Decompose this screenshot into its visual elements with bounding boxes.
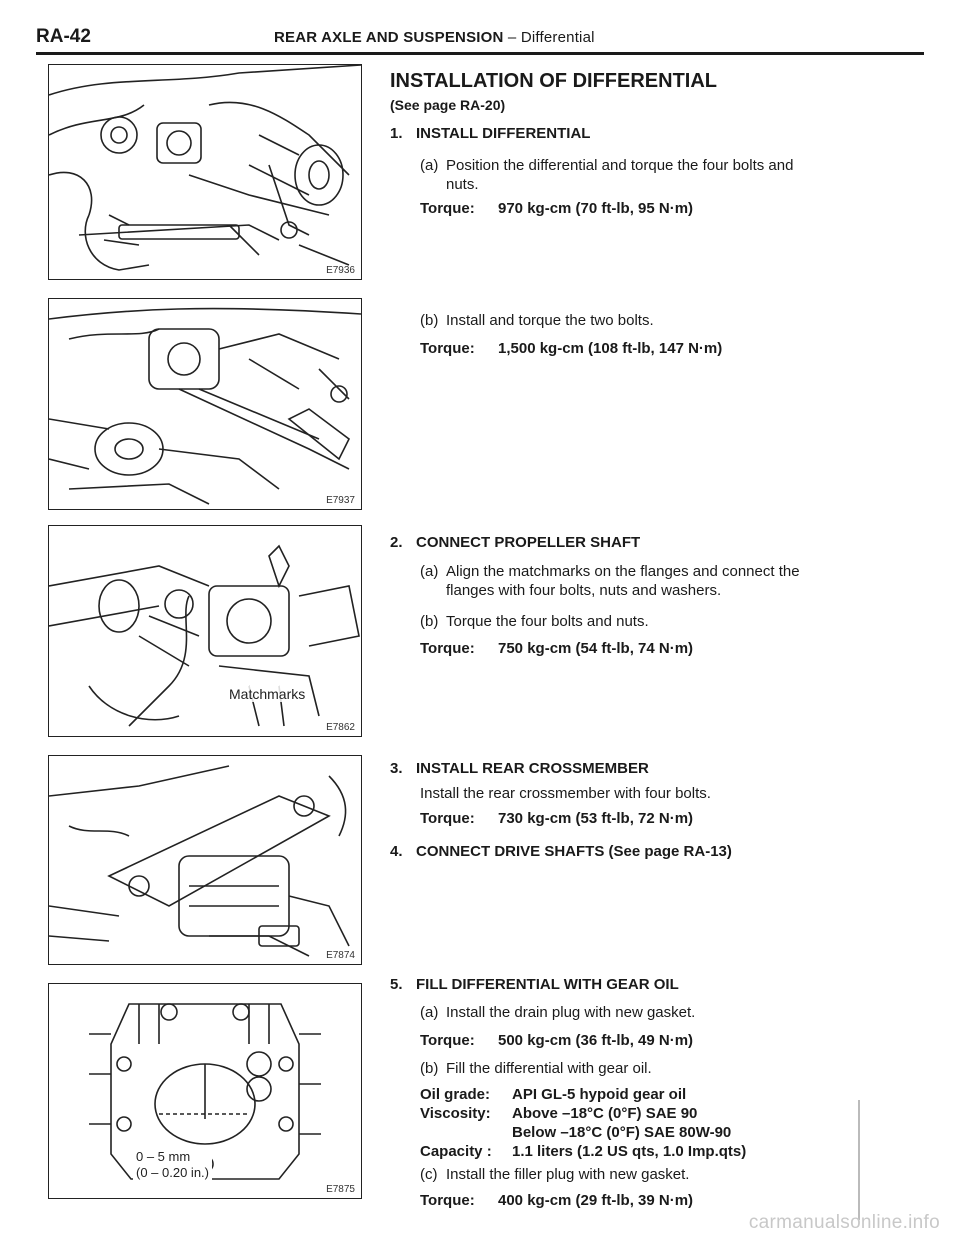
viscosity-key: Viscosity: — [420, 1105, 491, 1122]
step-5c — [420, 1165, 860, 1184]
capacity-value: 1.1 liters (1.2 US qts, 1.0 Imp.qts) — [512, 1143, 747, 1160]
figure-code: E7874 — [326, 950, 355, 961]
step-5-torque-1 — [420, 1032, 693, 1049]
step-2a — [420, 562, 880, 600]
capacity-key: Capacity : — [420, 1143, 492, 1160]
step-3-torque — [420, 810, 693, 827]
step-5-torque-2 — [420, 1192, 693, 1209]
torque-key: Torque: — [420, 1192, 475, 1209]
sub-text: Position the differential and torque the four bolts and — [446, 157, 794, 174]
see-page-ref: (See page RA-20) — [390, 97, 506, 113]
sub-label: (a) — [420, 1004, 439, 1021]
step-number: 5. — [390, 976, 403, 993]
step-2-heading — [390, 534, 640, 551]
margin-mark — [858, 1100, 860, 1220]
sub-text: Fill the differential with gear oil. — [446, 1060, 652, 1077]
section-title — [274, 29, 595, 46]
sub-label: (a) — [420, 563, 439, 580]
step-title: INSTALL DIFFERENTIAL — [416, 125, 591, 142]
sub-label: (b) — [420, 613, 439, 630]
step-title: FILL DIFFERENTIAL WITH GEAR OIL — [416, 976, 679, 993]
sub-text: Torque the four bolts and nuts. — [446, 613, 649, 630]
illustration-matchmarks — [49, 526, 361, 736]
step-1-torque-2 — [420, 340, 722, 357]
torque-key: Torque: — [420, 810, 475, 827]
oil-grade-value: API GL-5 hypoid gear oil — [512, 1086, 687, 1103]
sub-text-cont: flanges with four bolts, nuts and washers. — [446, 582, 722, 599]
viscosity-row — [420, 1104, 746, 1123]
torque-value: 970 kg-cm (70 ft-lb, 95 N·m) — [498, 200, 694, 217]
step-3-text: Install the rear crossmember with four bolts. — [420, 785, 711, 802]
viscosity-row-2 — [420, 1123, 746, 1142]
page-header — [36, 22, 924, 56]
page-title: INSTALLATION OF DIFFERENTIAL — [390, 70, 718, 92]
step-1b — [420, 311, 860, 330]
oil-spec-table — [420, 1085, 746, 1161]
matchmarks-label: Matchmarks — [229, 686, 306, 702]
step-5a — [420, 1003, 860, 1022]
figure-code: E7862 — [326, 722, 355, 733]
figure-gear-oil-level — [48, 983, 362, 1199]
title-dash: – — [503, 29, 521, 46]
oil-grade-row — [420, 1085, 746, 1104]
figure-install-differential — [48, 64, 362, 280]
torque-value: 750 kg-cm (54 ft-lb, 74 N·m) — [498, 640, 694, 657]
step-5-heading — [390, 976, 679, 993]
sub-text: Install the drain plug with new gasket. — [446, 1004, 696, 1021]
illustration-crossmember — [49, 756, 361, 964]
subsection-name: Differential — [520, 29, 595, 46]
illustration-differential-bolts — [49, 65, 361, 279]
step-title: CONNECT DRIVE SHAFTS (See page RA-13) — [416, 843, 732, 860]
torque-value: 500 kg-cm (36 ft-lb, 49 N·m) — [498, 1032, 694, 1049]
step-5b — [420, 1059, 860, 1078]
figure-code: E7937 — [326, 495, 355, 506]
oil-level-label — [133, 1149, 212, 1181]
sub-text-cont: nuts. — [446, 176, 479, 193]
step-2b — [420, 612, 860, 631]
oil-level-in: (0 – 0.20 in.) — [136, 1165, 209, 1180]
figure-propeller-shaft — [48, 525, 362, 737]
step-number: 1. — [390, 125, 403, 142]
sub-label: (a) — [420, 157, 439, 174]
torque-value: 400 kg-cm (29 ft-lb, 39 N·m) — [498, 1192, 694, 1209]
header-rule — [36, 52, 924, 55]
page-number: RA-42 — [36, 26, 91, 47]
step-2-torque — [420, 640, 693, 657]
torque-value: 1,500 kg-cm (108 ft-lb, 147 N·m) — [498, 340, 723, 357]
step-title: INSTALL REAR CROSSMEMBER — [416, 760, 649, 777]
illustration-two-bolts — [49, 299, 361, 509]
step-1-torque-1 — [420, 200, 693, 217]
torque-key: Torque: — [420, 640, 475, 657]
step-1-heading — [390, 125, 590, 142]
torque-key: Torque: — [420, 1032, 475, 1049]
viscosity-above: Above –18°C (0°F) SAE 90 — [512, 1105, 698, 1122]
step-number: 3. — [390, 760, 403, 777]
capacity-row — [420, 1142, 746, 1161]
step-1a — [420, 156, 880, 194]
figure-code: E7936 — [326, 265, 355, 276]
step-number: 4. — [390, 843, 403, 860]
step-4-heading — [390, 843, 732, 860]
sub-label: (b) — [420, 312, 439, 329]
oil-level-mm: 0 – 5 mm — [136, 1149, 191, 1164]
figure-rear-crossmember — [48, 755, 362, 965]
step-3-heading — [390, 760, 649, 777]
sub-text: Align the matchmarks on the flanges and connect the — [446, 563, 800, 580]
empty-cell — [420, 1123, 512, 1142]
viscosity-below: Below –18°C (0°F) SAE 80W-90 — [512, 1124, 732, 1141]
watermark: carmanualsonline.info — [748, 1212, 940, 1233]
step-title: CONNECT PROPELLER SHAFT — [416, 534, 641, 551]
torque-key: Torque: — [420, 200, 475, 217]
step-number: 2. — [390, 534, 403, 551]
figure-torque-two-bolts — [48, 298, 362, 510]
torque-value: 730 kg-cm (53 ft-lb, 72 N·m) — [498, 810, 694, 827]
torque-key: Torque: — [420, 340, 475, 357]
sub-label: (c) — [420, 1166, 438, 1183]
sub-label: (b) — [420, 1060, 439, 1077]
sub-text: Install and torque the two bolts. — [446, 312, 654, 329]
oil-grade-key: Oil grade: — [420, 1086, 491, 1103]
sub-text: Install the filler plug with new gasket. — [446, 1166, 690, 1183]
section-name: REAR AXLE AND SUSPENSION — [274, 29, 504, 46]
figure-code: E7875 — [326, 1184, 355, 1195]
